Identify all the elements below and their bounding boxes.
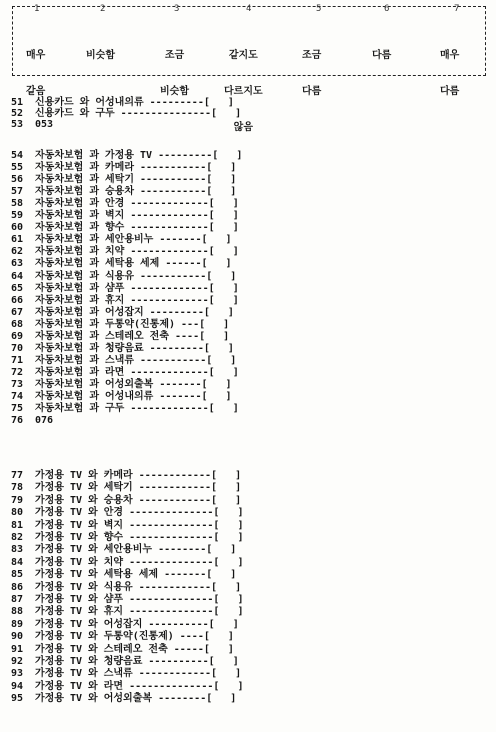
question-text[interactable]: 가정용 TV 와 승용차 ------------[ ]	[35, 494, 242, 506]
scale-column-4	[224, 26, 263, 146]
question-number: 58	[11, 198, 24, 210]
question-text[interactable]: 자동차보험 과 휴지 -------------[ ]	[35, 294, 239, 306]
question-item	[11, 532, 243, 544]
scale-column-2	[86, 26, 115, 74]
scale-label-line: 다름	[372, 50, 392, 61]
question-number: 54	[11, 150, 24, 161]
question-text[interactable]: 가정용 TV 와 세탁용 세제 -------[ ]	[35, 569, 237, 581]
question-text[interactable]: 신용카드 와 어성내의류 ---------[ ]	[35, 97, 234, 108]
question-text[interactable]: 자동차보험 과 청량음료 ---------[ ]	[35, 342, 234, 354]
question-item	[11, 150, 242, 162]
question-text[interactable]: 자동차보험 과 어성내의류 -------[ ]	[35, 391, 232, 402]
question-number: 52	[11, 108, 24, 119]
question-number: 91	[11, 643, 24, 655]
question-number: 63	[11, 258, 24, 270]
question-number: 65	[11, 282, 24, 294]
question-text[interactable]: 가정용 TV 와 안경 --------------[ ]	[35, 507, 244, 519]
scale-number-3: 3	[174, 4, 180, 14]
question-number: 80	[11, 507, 24, 519]
question-text[interactable]: 자동차보험 과 어성잡지 ---------[ ]	[35, 306, 234, 318]
scale-label-line: 다름	[302, 86, 322, 97]
question-item	[11, 470, 241, 482]
question-text[interactable]: 가정용 TV 와 벽지 --------------[ ]	[35, 519, 244, 531]
question-number: 87	[11, 594, 24, 605]
question-number: 90	[11, 631, 24, 643]
question-number: 70	[11, 342, 24, 354]
question-text[interactable]: 자동차보험 과 치약 -------------[ ]	[35, 246, 239, 258]
scale-number-1: 1	[34, 4, 40, 14]
question-item	[11, 544, 236, 556]
question-text[interactable]: 가정용 TV 와 라면 --------------[ ]	[35, 680, 244, 692]
question-item	[11, 174, 236, 186]
question-item	[11, 520, 243, 532]
question-item	[11, 367, 239, 379]
question-number: 61	[11, 234, 24, 246]
question-item	[11, 569, 236, 581]
question-item	[11, 307, 234, 319]
question-item	[11, 198, 239, 210]
question-item	[11, 343, 234, 355]
question-text[interactable]: 자동차보험 과 승용차 -----------[ ]	[35, 186, 237, 198]
question-item	[11, 656, 239, 668]
question-text[interactable]: 가정용 TV 와 스테레오 전축 -----[ ]	[35, 643, 234, 655]
scale-label-line: 매우	[440, 50, 460, 61]
scale-label-line: 매우	[26, 50, 46, 61]
question-item	[11, 271, 236, 283]
question-text[interactable]: 가정용 TV 와 세탁기 ------------[ ]	[35, 482, 242, 494]
scale-label-line: 같지도	[228, 50, 258, 61]
scale-label-line: 조금	[164, 50, 185, 61]
question-text[interactable]: 자동차보험 과 향수 -------------[ ]	[35, 222, 239, 234]
scale-number-5: 5	[316, 4, 322, 14]
question-text[interactable]: 가정용 TV 와 향수 --------------[ ]	[35, 532, 244, 543]
question-item	[11, 246, 239, 258]
question-number: 71	[11, 354, 24, 366]
question-item	[11, 415, 53, 427]
question-number: 88	[11, 606, 24, 618]
question-text[interactable]: 가정용 TV 와 어성외출복 --------[ ]	[35, 693, 237, 705]
question-number: 78	[11, 482, 24, 494]
question-text[interactable]: 자동차보험 과 두통약(진통제) ---[ ]	[35, 318, 230, 330]
question-text[interactable]: 076	[35, 415, 54, 427]
question-number: 55	[11, 162, 24, 174]
question-item	[11, 119, 53, 131]
question-item	[11, 379, 232, 391]
question-number: 53	[11, 119, 24, 130]
question-number: 73	[11, 378, 24, 390]
scale-column-5	[302, 26, 321, 110]
question-text[interactable]: 자동차보험 과 세탁용 세제 ------[ ]	[35, 258, 232, 270]
question-text[interactable]: 가정용 TV 와 식용유 ------------[ ]	[35, 581, 242, 593]
question-text[interactable]: 자동차보험 과 가정용 TV ---------[ ]	[35, 150, 243, 161]
question-number: 94	[11, 680, 24, 692]
question-item	[11, 644, 234, 656]
question-number: 76	[11, 415, 24, 427]
question-item	[11, 631, 234, 643]
question-number: 77	[11, 470, 24, 481]
question-item	[11, 495, 241, 507]
scale-number-6: 6	[384, 4, 390, 14]
question-text[interactable]: 자동차보험 과 식용유 -----------[ ]	[35, 270, 237, 282]
question-number: 81	[11, 519, 24, 531]
question-item	[11, 507, 243, 519]
question-number: 79	[11, 494, 24, 506]
question-number: 72	[11, 366, 24, 378]
scale-label-line: 다름	[440, 86, 460, 97]
question-number: 64	[11, 270, 24, 282]
question-number: 59	[11, 210, 24, 222]
scale-label-line: 같음	[26, 86, 46, 97]
question-text[interactable]: 가정용 TV 와 치약 --------------[ ]	[35, 556, 244, 568]
question-text[interactable]: 자동차보험 과 스테레오 전축 ----[ ]	[35, 330, 230, 342]
question-item	[11, 258, 232, 270]
scale-label-line: 않음	[233, 122, 253, 133]
question-number: 62	[11, 246, 24, 258]
scale-label-line: 비슷함	[160, 86, 189, 97]
question-number: 92	[11, 656, 24, 667]
question-text[interactable]: 자동차보험 과 라면 -------------[ ]	[35, 366, 239, 378]
question-item	[11, 482, 241, 494]
question-item	[11, 391, 232, 403]
question-number: 66	[11, 294, 24, 306]
question-text[interactable]: 자동차보험 과 세탁기 -----------[ ]	[35, 174, 237, 186]
question-number: 89	[11, 618, 24, 630]
question-text[interactable]: 자동차보험 과 세안용비누 -------[ ]	[35, 234, 232, 246]
question-item	[11, 283, 239, 295]
question-text[interactable]: 가정용 TV 와 어성잡지 ----------[ ]	[35, 618, 239, 630]
question-text[interactable]: 자동차보험 과 어성외출복 -------[ ]	[35, 378, 232, 390]
question-number: 67	[11, 306, 24, 318]
question-item	[11, 668, 241, 680]
question-text[interactable]: 가정용 TV 와 샴푸 --------------[ ]	[35, 594, 244, 605]
question-item	[11, 355, 236, 367]
question-number: 68	[11, 318, 24, 330]
question-number: 74	[11, 391, 24, 402]
question-text[interactable]: 신용카드 와 구두 ---------------[ ]	[35, 108, 242, 119]
scale-label-line: 다르지도	[224, 86, 263, 97]
scale-number-7: 7	[454, 4, 460, 14]
question-item	[11, 606, 243, 618]
question-text[interactable]: 가정용 TV 와 스낵류 ------------[ ]	[35, 668, 242, 680]
question-text[interactable]: 자동차보험 과 구두 -------------[ ]	[35, 403, 239, 415]
scale-column-7	[440, 26, 459, 110]
question-item	[11, 693, 236, 705]
question-number: 83	[11, 544, 24, 556]
scale-label-line: 비슷함	[86, 50, 115, 61]
question-text[interactable]: 자동차보험 과 안경 -------------[ ]	[35, 198, 239, 210]
question-number: 57	[11, 186, 24, 198]
question-text[interactable]: 가정용 TV 와 카메라 ------------[ ]	[35, 470, 242, 481]
question-number: 51	[11, 97, 24, 108]
question-text[interactable]: 자동차보험 과 샴푸 -------------[ ]	[35, 282, 239, 294]
question-item	[11, 403, 239, 415]
question-number: 93	[11, 668, 24, 680]
question-item	[11, 222, 239, 234]
question-text[interactable]: 가정용 TV 와 두통약(진통제) ----[ ]	[35, 631, 234, 643]
question-item	[11, 319, 229, 331]
question-item	[11, 619, 239, 631]
question-text[interactable]: 가정용 TV 와 청량음료 ----------[ ]	[35, 656, 239, 667]
question-number: 82	[11, 532, 24, 543]
question-number: 75	[11, 403, 24, 415]
question-item	[11, 582, 241, 594]
question-text[interactable]: 자동차보험 과 벽지 -------------[ ]	[35, 210, 239, 222]
question-text[interactable]: 가정용 TV 와 휴지 --------------[ ]	[35, 606, 244, 618]
question-item	[11, 186, 236, 198]
question-item	[11, 681, 243, 693]
question-number: 56	[11, 174, 24, 186]
question-item	[11, 594, 243, 606]
question-number: 60	[11, 222, 24, 234]
question-text[interactable]: 053	[35, 119, 54, 130]
scale-column-6	[372, 26, 391, 74]
question-item	[11, 295, 239, 307]
scale-label-line: 조금	[302, 50, 322, 61]
question-item	[11, 557, 243, 569]
scale-number-4: 4	[246, 4, 252, 14]
question-text[interactable]: 자동차보험 과 카메라 -----------[ ]	[35, 162, 237, 174]
question-text[interactable]: 자동차보험 과 스낵류 -----------[ ]	[35, 354, 237, 366]
question-text[interactable]: 가정용 TV 와 세안용비누 --------[ ]	[35, 544, 237, 556]
question-number: 84	[11, 556, 24, 568]
question-number: 95	[11, 693, 24, 705]
question-number: 85	[11, 569, 24, 581]
question-number: 69	[11, 330, 24, 342]
scale-number-2: 2	[100, 4, 106, 14]
question-number: 86	[11, 581, 24, 593]
question-item	[11, 210, 239, 222]
question-item	[11, 331, 229, 343]
question-item	[11, 162, 236, 174]
question-item	[11, 234, 232, 246]
